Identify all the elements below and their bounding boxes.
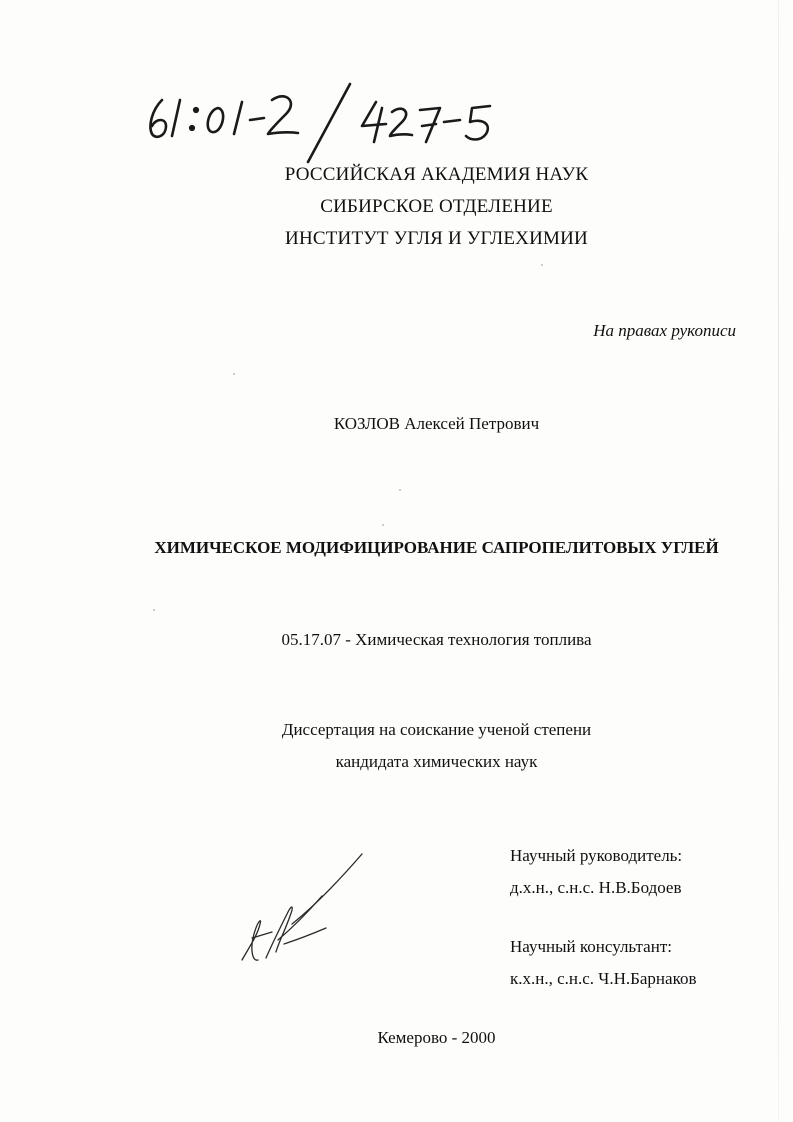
scan-speck: [399, 489, 401, 491]
specialty-code: 05.17.07 - Химическая технология топлива: [281, 630, 592, 649]
supervisor-name: д.х.н., с.н.с. Н.В.Бодоев: [510, 878, 682, 897]
scan-speck: [541, 264, 543, 266]
org-branch: СИБИРСКОЕ ОТДЕЛЕНИЕ: [320, 196, 553, 217]
scan-speck: [382, 524, 384, 526]
rights-note: На правах рукописи: [593, 321, 736, 340]
scan-speck: [233, 373, 235, 375]
consultant-label: Научный консультант:: [510, 937, 672, 956]
thesis-title: ХИМИЧЕСКОЕ МОДИФИЦИРОВАНИЕ САПРОПЕЛИТОВЫХ УГЛЕЙ: [154, 538, 719, 557]
consultant-name: к.х.н., с.н.с. Ч.Н.Барнаков: [510, 969, 697, 988]
handwritten-catalog-code: [140, 78, 520, 168]
supervisor-label: Научный руководитель:: [510, 846, 683, 865]
degree-line-2: кандидата химических наук: [335, 752, 538, 771]
author-signature: [232, 848, 372, 973]
org-institute: ИНСТИТУТ УГЛЯ И УГЛЕХИМИИ: [285, 228, 588, 249]
org-academy: РОССИЙСКАЯ АКАДЕМИЯ НАУК: [284, 164, 589, 185]
scan-speck: [153, 609, 155, 611]
author-name: КОЗЛОВ Алексей Петрович: [333, 414, 540, 433]
degree-line-1: Диссертация на соискание ученой степени: [281, 720, 592, 739]
city-year: Кемерово - 2000: [377, 1028, 496, 1047]
